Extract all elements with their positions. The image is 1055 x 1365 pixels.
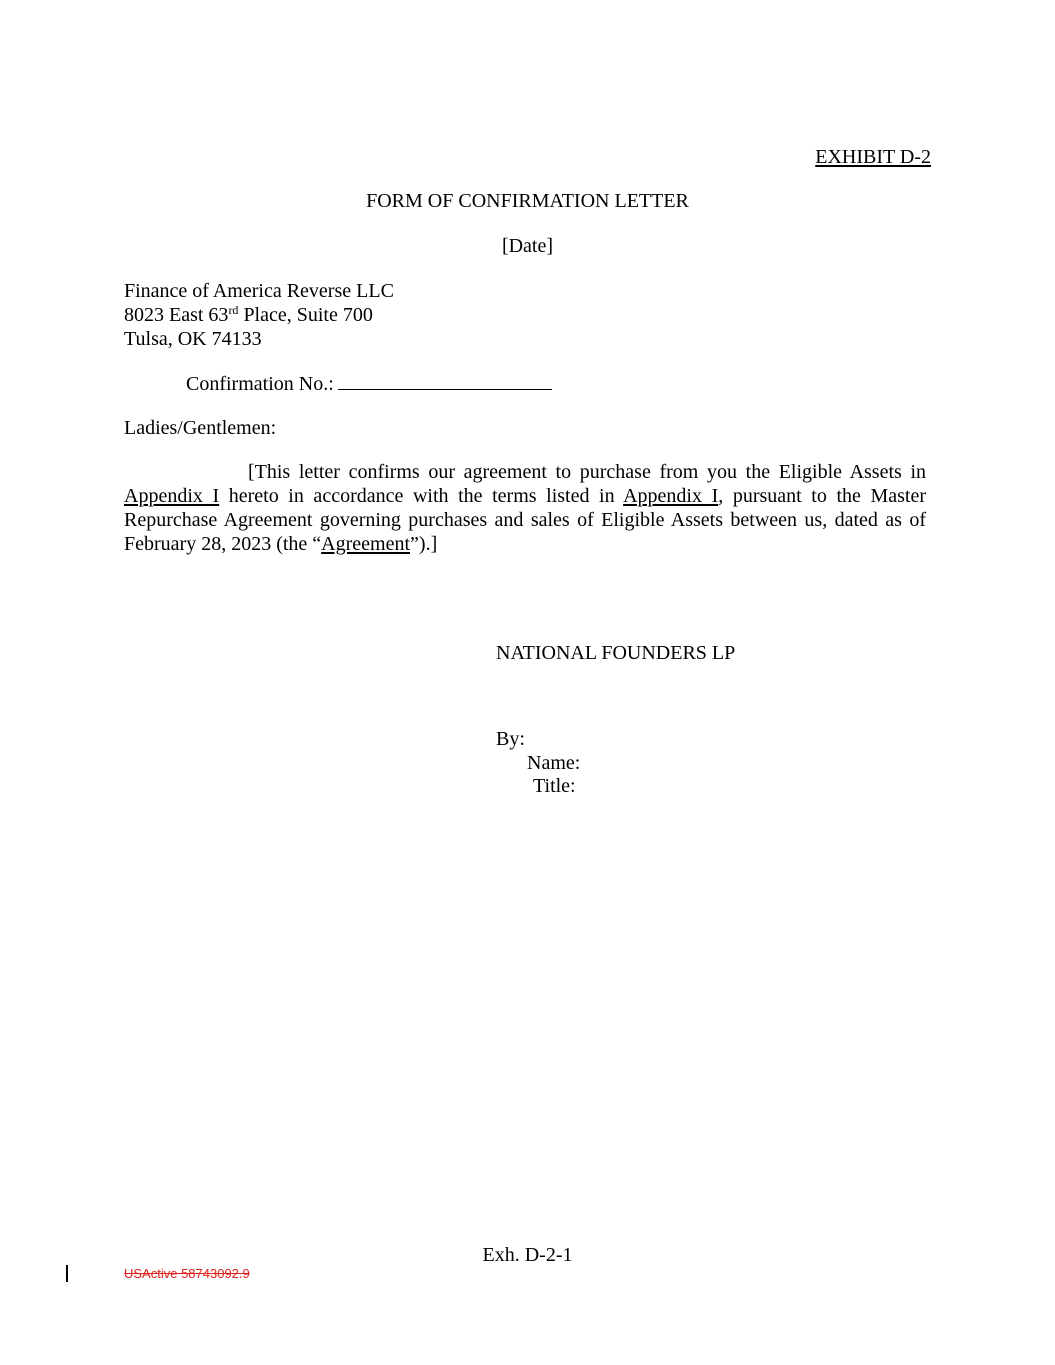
appendix-reference: Appendix I xyxy=(124,485,220,507)
signature-by-label: By: xyxy=(496,728,525,750)
signature-name-label: Name: xyxy=(527,752,581,774)
document-title: FORM OF CONFIRMATION LETTER xyxy=(366,190,689,212)
document-id-stamp: USActive 58743092.9 xyxy=(124,1266,250,1281)
street-rest: Place, Suite 700 xyxy=(238,304,373,326)
confirmation-number-line xyxy=(186,371,552,396)
body-paragraph xyxy=(124,460,926,556)
revision-change-bar xyxy=(66,1265,68,1282)
appendix-reference: Appendix I xyxy=(623,485,719,507)
body-line-4 xyxy=(124,532,926,556)
body-text: hereto in accordance with the terms listed in xyxy=(219,485,624,507)
street-number: 8023 East 63 xyxy=(124,304,229,326)
body-line-2 xyxy=(124,484,926,508)
address-line-street xyxy=(124,303,394,327)
address-block xyxy=(124,279,394,351)
exhibit-label: EXHIBIT D-2 xyxy=(815,146,931,168)
confirmation-number-blank xyxy=(338,371,552,390)
signatory-company: NATIONAL FOUNDERS LP xyxy=(496,642,736,664)
ordinal-suffix: rd xyxy=(228,303,239,317)
body-text: February 28, 2023 (the “ xyxy=(124,533,322,555)
salutation: Ladies/Gentlemen: xyxy=(124,417,277,439)
date-placeholder: [Date] xyxy=(501,235,554,257)
confirmation-label: Confirmation No.: xyxy=(186,373,334,395)
signature-title-label: Title: xyxy=(533,775,576,797)
address-line-city: Tulsa, OK 74133 xyxy=(124,328,262,350)
address-line-company: Finance of America Reverse LLC xyxy=(124,280,394,302)
page-number: Exh. D-2-1 xyxy=(482,1244,573,1266)
body-text: , pursuant to the Master xyxy=(718,485,927,507)
body-line-3: Repurchase Agreement governing purchases and sales of Eligible Assets between us, dated as of xyxy=(124,509,926,531)
body-line-1: [This letter confirms our agreement to purchase from you the Eligible Assets in xyxy=(248,461,926,483)
agreement-term: Agreement xyxy=(321,533,411,555)
body-text: ”).] xyxy=(410,533,438,555)
